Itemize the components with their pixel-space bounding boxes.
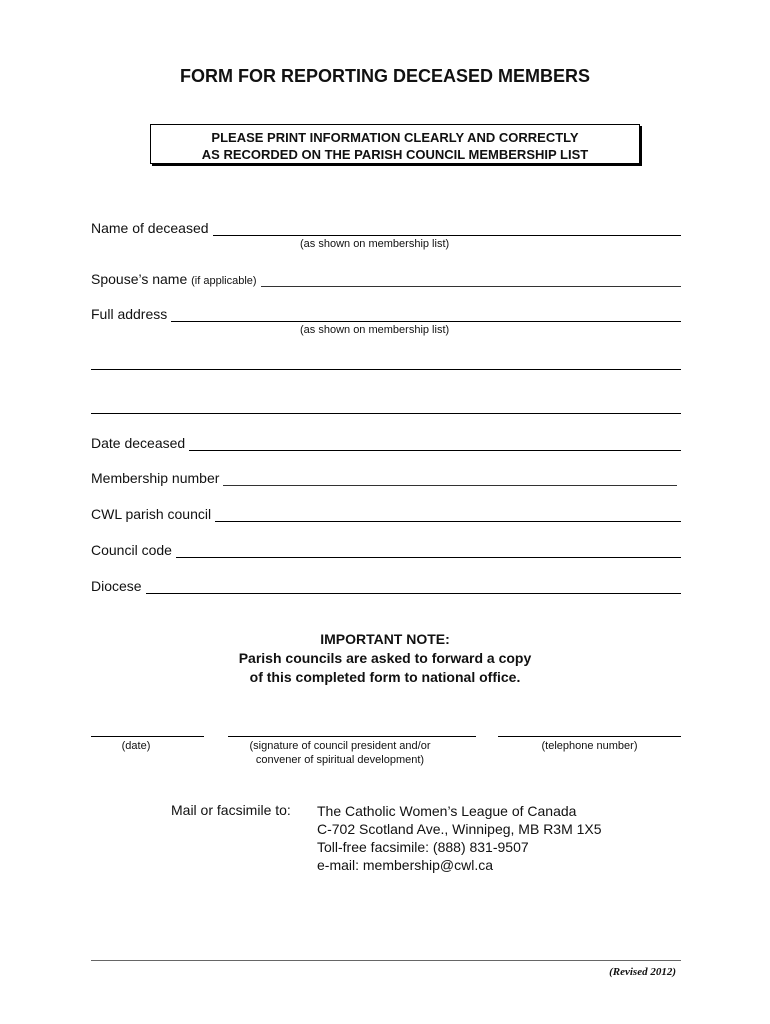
important-note-heading: IMPORTANT NOTE:: [320, 631, 450, 647]
cwl-parish-council-field[interactable]: [215, 507, 681, 522]
full-address-row: [91, 304, 681, 322]
print-clearly-notice: [150, 124, 640, 164]
notice-line-1: PLEASE PRINT INFORMATION CLEARLY AND CORRECTLY: [211, 130, 579, 145]
diocese-row: [91, 576, 681, 594]
date-deceased-label: Date deceased: [91, 435, 186, 451]
spouse-name-field[interactable]: [261, 272, 681, 287]
council-code-label: Council code: [91, 542, 172, 558]
footer-rule: [91, 960, 681, 961]
spouse-name-row: [91, 269, 681, 287]
full-address-field[interactable]: [171, 307, 681, 322]
date-deceased-field[interactable]: [189, 436, 681, 451]
mailing-fax: Toll-free facsimile: (888) 831-9507: [317, 839, 529, 855]
spouse-name-label-text: Spouse’s name: [91, 271, 188, 287]
mailing-org: The Catholic Women’s League of Canada: [317, 803, 577, 819]
telephone-caption: (telephone number): [541, 740, 638, 752]
signature-caption-line-2: convener of spiritual development): [255, 754, 425, 766]
name-of-deceased-label: Name of deceased: [91, 220, 209, 236]
cwl-parish-council-row: [91, 504, 681, 522]
council-code-field[interactable]: [176, 543, 681, 558]
mailing-street: C-702 Scotland Ave., Winnipeg, MB R3M 1X5: [317, 821, 602, 837]
spouse-name-qualifier: (if applicable): [191, 275, 257, 287]
signature-caption: [215, 739, 465, 767]
date-caption: (date): [121, 740, 151, 752]
address-line-2[interactable]: [91, 369, 681, 370]
signature-caption-line-1: (signature of council president and/or: [249, 740, 431, 752]
important-note-line-2: of this completed form to national office.: [249, 669, 521, 685]
diocese-field[interactable]: [146, 579, 681, 594]
address-line-3[interactable]: [91, 413, 681, 414]
membership-number-field[interactable]: [223, 471, 677, 486]
name-of-deceased-field[interactable]: [213, 221, 681, 236]
signature-line[interactable]: [228, 736, 476, 737]
revised-date: (Revised 2012): [609, 966, 676, 978]
full-address-hint: (as shown on membership list): [300, 324, 450, 336]
full-address-label: Full address: [91, 306, 168, 322]
mailing-email: e-mail: membership@cwl.ca: [317, 857, 494, 873]
telephone-line[interactable]: [498, 736, 681, 737]
notice-line-2: AS RECORDED ON THE PARISH COUNCIL MEMBERSHIP LIST: [201, 147, 589, 162]
council-code-row: [91, 540, 681, 558]
diocese-label: Diocese: [91, 578, 142, 594]
important-note: [0, 630, 770, 687]
name-of-deceased-hint: (as shown on membership list): [300, 238, 450, 250]
date-signature-line[interactable]: [91, 736, 204, 737]
mail-label: Mail or facsimile to:: [171, 802, 291, 818]
name-of-deceased-row: [91, 218, 681, 236]
cwl-parish-council-label: CWL parish council: [91, 506, 212, 522]
spouse-name-label: [91, 271, 261, 287]
mailing-address: [317, 802, 602, 874]
membership-number-label: Membership number: [91, 470, 220, 486]
form-title: FORM FOR REPORTING DECEASED MEMBERS: [179, 66, 591, 86]
date-deceased-row: [91, 433, 681, 451]
membership-number-row: [91, 468, 681, 486]
important-note-line-1: Parish councils are asked to forward a copy: [238, 650, 532, 666]
